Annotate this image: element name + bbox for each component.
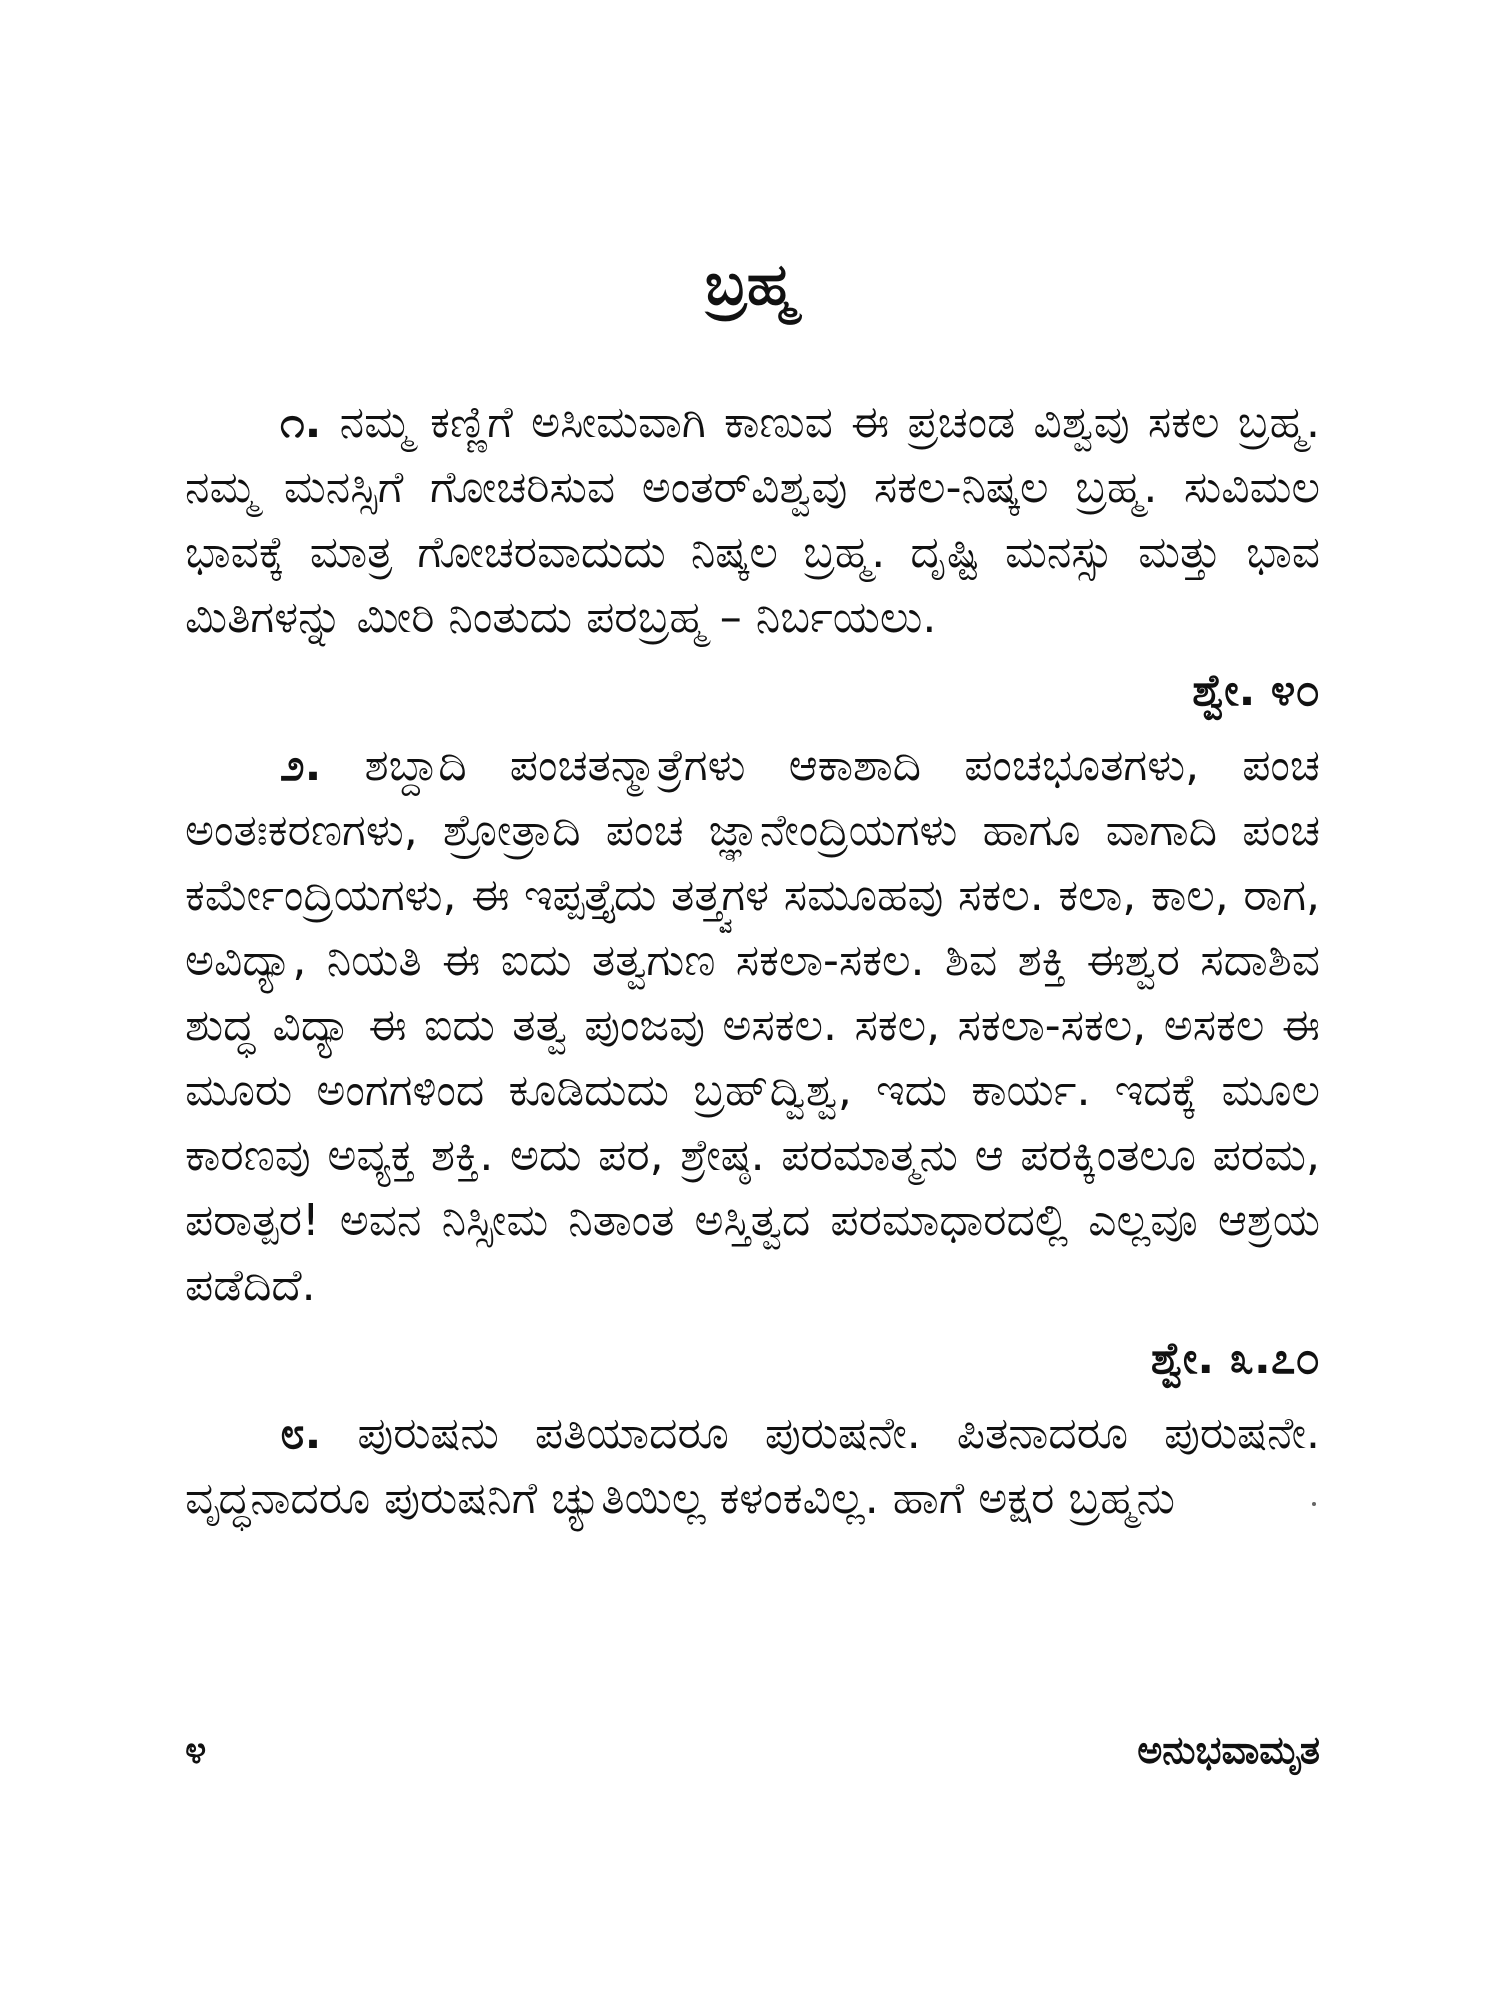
paragraph-text: ಪುರುಷನು ಪತಿಯಾದರೂ ಪುರುಷನೇ. ಪಿತನಾದರೂ ಪುರುಷನೇ. ವೃದ್ಧನಾದರೂ ಪುರುಷನಿಗೆ ಚ್ಯುತಿಯಿಲ್ಲ ಕಳಂಕವಿಲ್ಲ. ಹಾಗೆ ಅಕ್ಷರ ಬ್ರಹ್ಮನು [185, 1408, 1320, 1524]
paragraph-number: ೧. [280, 397, 322, 448]
paragraph-number: ೮. [280, 1408, 322, 1459]
verse-reference: ಶ್ವೇ. ೩.೭೦ [1150, 1333, 1320, 1384]
paragraph-1 [185, 390, 1320, 650]
paragraph-3 [185, 1401, 1320, 1531]
page-number: ೪ [185, 1728, 207, 1772]
verse-reference: ಶ್ವೇ. ೪೦ [1192, 665, 1320, 716]
paragraph-2 [185, 733, 1320, 1318]
running-title: ಅನುಭವಾಮೃತ [1137, 1728, 1320, 1772]
print-speck [1312, 1502, 1316, 1506]
paragraph-text: ಶಬ್ದಾದಿ ಪಂಚತನ್ಮಾತ್ರೆಗಳು ಆಕಾಶಾದಿ ಪಂಚಭೂತಗಳು, ಪಂಚ ಅಂತಃಕರಣಗಳು, ಶ್ರೋತ್ರಾದಿ ಪಂಚ ಜ್ಞಾನೇಂದ್ರಿಯಗಳು ಹಾಗೂ ವಾಗಾದಿ ಪಂಚ ಕರ್ಮೇಂದ್ರಿಯಗಳು, ಈ ಇಪ್ಪತ್ತೈದು ತತ್ತ್ವಗಳ ಸಮೂಹವು ಸಕಲ. ಕಲಾ, ಕಾಲ, ರಾಗ, ಅವಿದ್ಯಾ, ನಿಯತಿ ಈ ಐದು ತತ್ವಗುಣ ಸಕಲಾ-ಸಕಲ. ಶಿವ ಶಕ್ತಿ ಈಶ್ವರ ಸದಾಶಿವ ಶುದ್ಧ ವಿದ್ಯಾ ಈ ಐದು ತತ್ವ ಪುಂಜವು ಅಸಕಲ. ಸಕಲ, ಸಕಲಾ-ಸಕಲ, ಅಸಕಲ ಈ ಮೂರು ಅಂಗಗಳಿಂದ ಕೂಡಿದುದು ಬ್ರಹ್‌ದ್ವಿಶ್ವ, ಇದು ಕಾರ್ಯ. ಇದಕ್ಕೆ ಮೂಲ ಕಾರಣವು ಅವ್ಯಕ್ತ ಶಕ್ತಿ. ಅದು ಪರ, ಶ್ರೇಷ್ಠ. ಪರಮಾತ್ಮನು ಆ ಪರಕ್ಕಿಂತಲೂ ಪರಮ, ಪರಾತ್ಪರ! ಅವನ ನಿಸ್ಸೀಮ ನಿತಾಂತ ಅಸ್ತಿತ್ವದ ಪರಮಾಧಾರದಲ್ಲಿ ಎಲ್ಲವೂ ಆಶ್ರಯ ಪಡೆದಿದೆ. [185, 740, 1320, 1311]
paragraph-number: ೨. [280, 740, 322, 791]
paragraph-text: ನಮ್ಮ ಕಣ್ಣಿಗೆ ಅಸೀಮವಾಗಿ ಕಾಣುವ ಈ ಪ್ರಚಂಡ ವಿಶ್ವವು ಸಕಲ ಬ್ರಹ್ಮ. ನಮ್ಮ ಮನಸ್ಸಿಗೆ ಗೋಚರಿಸುವ ಅಂತರ್‌ವಿಶ್ವವು ಸಕಲ-ನಿಷ್ಕಲ ಬ್ರಹ್ಮ. ಸುವಿಮಲ ಭಾವಕ್ಕೆ ಮಾತ್ರ ಗೋಚರವಾದುದು ನಿಷ್ಕಲ ಬ್ರಹ್ಮ. ದೃಷ್ಟಿ ಮನಸ್ಸು ಮತ್ತು ಭಾವ ಮಿತಿಗಳನ್ನು ಮೀರಿ ನಿಂತುದು ಪರಬ್ರಹ್ಮ – ನಿರ್ಬಯಲು. [185, 397, 1320, 643]
body-text [185, 390, 1320, 1531]
page-title: ಬ್ರಹ್ಮ [705, 250, 795, 318]
